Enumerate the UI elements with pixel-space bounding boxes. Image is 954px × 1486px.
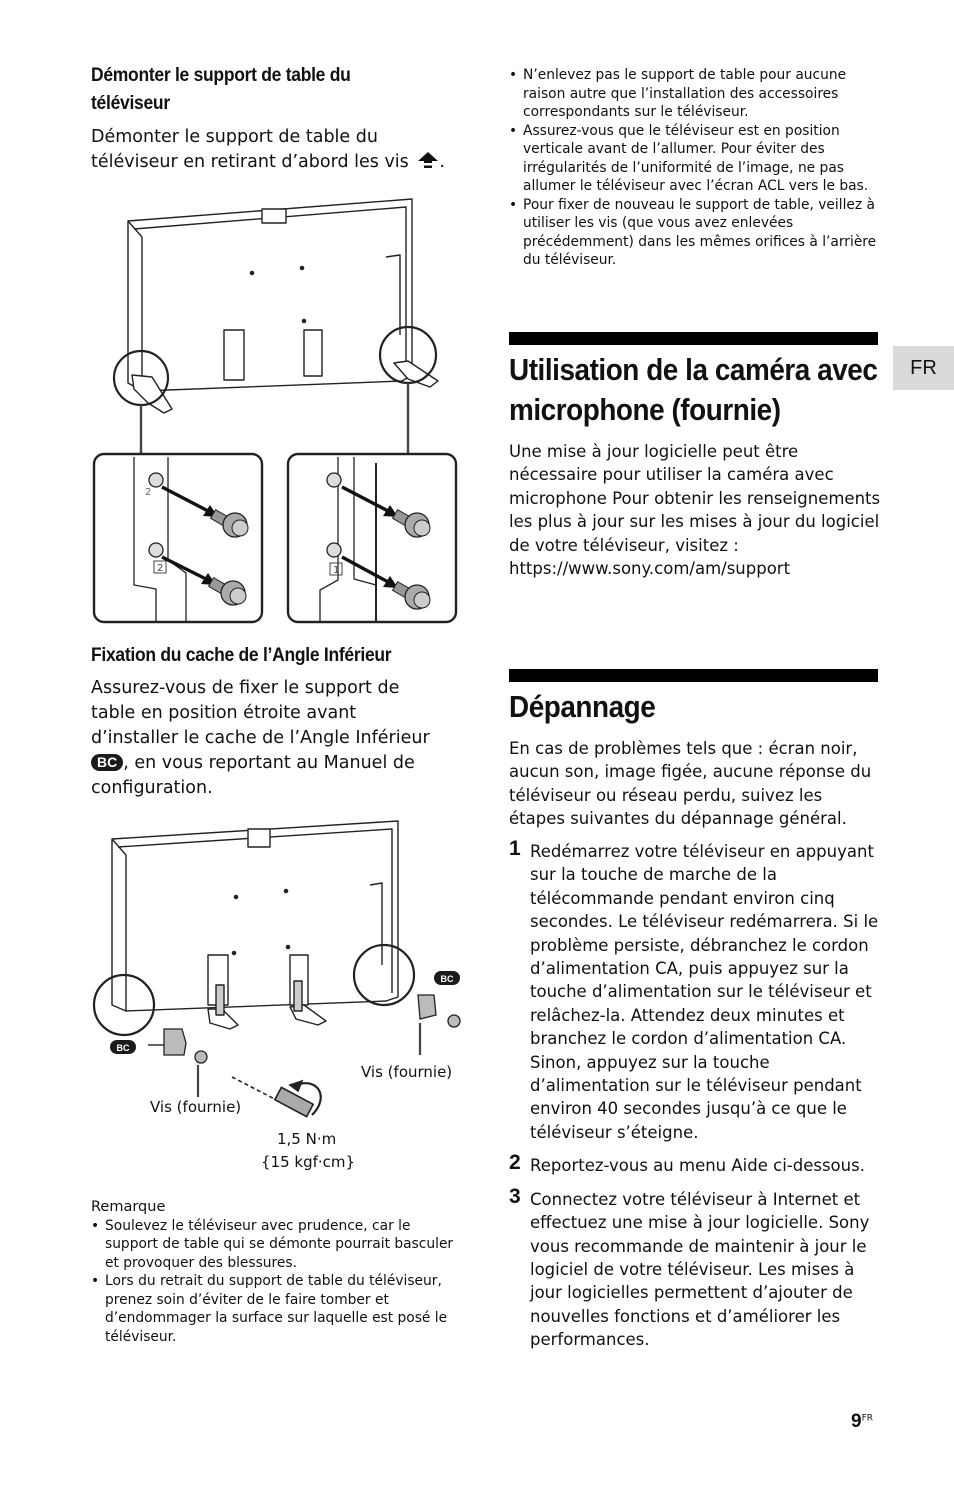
- page-suffix: FR: [861, 1413, 874, 1424]
- hole-label: 2: [157, 563, 164, 574]
- stand-removal-illustration: [90, 195, 465, 627]
- remark-item: • Soulevez le téléviseur avec prudence, car le support de table qui se démonte pourrait basculer et provoquer des blessures.: [91, 1217, 461, 1273]
- language-tab: FR: [893, 346, 954, 390]
- corner-cover-left: [164, 1029, 186, 1055]
- corner-cover-right: [418, 995, 436, 1019]
- section-heading-remove-stand: [91, 62, 351, 118]
- camera-body: [509, 440, 881, 580]
- screw-label-left: Vis (fournie): [150, 1098, 242, 1116]
- camera-mount: [262, 209, 286, 223]
- remarks-title: Remarque: [91, 1199, 166, 1215]
- step-text: Connectez votre téléviseur à Internet et effectuez une mise à jour logicielle. Sony vous recommande de maintenir à jour le logiciel de votre téléviseur. Les mises à jour logicielles permettent d’ajouter de nouvelles fonctions et d’améliorer les performances.: [530, 1189, 870, 1350]
- section-heading-corner-cover: Fixation du cache de l’Angle Inférieur: [91, 645, 392, 666]
- step-item: [509, 1184, 881, 1352]
- note-item: • Pour fixer de nouveau le support de table, veillez à utiliser les vis (que vous avez enlevées précédemment) dans les mêmes orifices à l’arrière du téléviseur.: [509, 196, 881, 270]
- corner-cover-intro: [91, 676, 481, 801]
- bc-badge: BC: [91, 754, 123, 771]
- bc-badge-text: BC: [440, 974, 454, 984]
- remarks: [91, 1198, 461, 1346]
- hole-label: 1: [333, 565, 340, 576]
- step-number: 1: [509, 837, 521, 860]
- camera-section-title: [509, 350, 877, 430]
- intro-line: table en position étroite avant: [91, 703, 357, 723]
- page-number-digit: 9: [851, 1411, 862, 1432]
- torque-value-alt: {15 kgf·cm}: [261, 1153, 356, 1171]
- troubleshooting-title: Dépannage: [509, 689, 656, 724]
- step-text: Reportez-vous au menu Aide ci-dessous.: [530, 1156, 865, 1176]
- section-rule: [509, 332, 878, 345]
- corner-cover-illustration: [90, 815, 470, 1175]
- intro-period: .: [439, 152, 445, 172]
- intro-line: configuration.: [91, 778, 213, 798]
- intro-text: , en vous reportant au Manuel de: [123, 753, 415, 773]
- note-item: • N’enlevez pas le support de table pour aucune raison autre que l’installation des accessoires correspondants sur le téléviseur.: [509, 66, 881, 122]
- support-url: https://www.sony.com/am/support: [509, 559, 791, 579]
- intro-text: téléviseur en retirant d’abord les vis: [91, 152, 409, 172]
- intro-line: [91, 751, 481, 776]
- step-number: 2: [509, 1151, 521, 1175]
- stand-notes: [509, 66, 881, 270]
- step-text: Redémarrez votre téléviseur en appuyant sur la touche de marche de la télécommande pendant environ cinq secondes. Le téléviseur redémarrera. Si le problème persiste, débranchez le cordon d’alimentation CA, puis appuyez sur la touche d’alimentation sur le téléviseur et relâchez-la. Attendez deux minutes et branchez le cordon d’alimentation CA. Sinon, appuyez sur la touche d’alimentation sur le téléviseur pendant environ 40 secondes jusqu’à ce que le téléviseur s’éteigne.: [530, 842, 879, 1142]
- intro-line: Assurez-vous de fixer le support de: [91, 678, 400, 698]
- intro-line: Démonter le support de table du: [91, 127, 378, 147]
- step-item: [509, 837, 881, 1144]
- step-number: 3: [509, 1184, 521, 1208]
- troubleshooting-intro: En cas de problèmes tels que : écran noir, aucun son, image figée, aucune réponse du téléviseur ou réseau perdu, suivez les étapes suivantes du dépannage général.: [509, 739, 872, 829]
- title-line: Utilisation de la caméra avec: [509, 352, 878, 387]
- hole-label: 2: [145, 487, 152, 498]
- remark-item: • Lors du retrait du support de table du téléviseur, prenez soin d’éviter de le faire tomber et d’endommager la surface sur laquelle est posé le téléviseur.: [91, 1272, 461, 1346]
- heading-line: téléviseur: [91, 93, 170, 114]
- remove-stand-intro: [91, 125, 471, 175]
- section-rule: [509, 669, 878, 682]
- camera-mount: [248, 829, 270, 847]
- intro-line: [91, 150, 471, 175]
- screw-arrow-icon: [417, 151, 439, 169]
- troubleshooting-steps: [509, 837, 881, 1362]
- screw-label-right: Vis (fournie): [361, 1063, 453, 1081]
- tv-back-panel: [128, 199, 412, 391]
- detail-panel-right: [288, 454, 456, 622]
- bc-badge-text: BC: [116, 1043, 130, 1053]
- step-item: [509, 1151, 881, 1177]
- title-line: microphone (fournie): [509, 392, 781, 427]
- screwdriver-icon: [232, 1077, 321, 1117]
- note-item: • Assurez-vous que le téléviseur est en position verticale avant de l’allumer. Pour éviter des irrégularités de l’uniformité de l’image, ne pas allumer le téléviseur avec l’écran ACL vers le bas.: [509, 122, 881, 196]
- page-number: [851, 1411, 873, 1433]
- heading-line: Démonter le support de table du: [91, 65, 351, 86]
- intro-line: d’installer le cache de l’Angle Inférieur: [91, 728, 430, 748]
- torque-value: 1,5 N·m: [277, 1130, 337, 1148]
- camera-body-text: Une mise à jour logicielle peut être nécessaire pour utiliser la caméra avec microphone Pour obtenir les renseignements les plus à jour sur les mises à jour du logiciel de votre téléviseur, visitez :: [509, 442, 881, 555]
